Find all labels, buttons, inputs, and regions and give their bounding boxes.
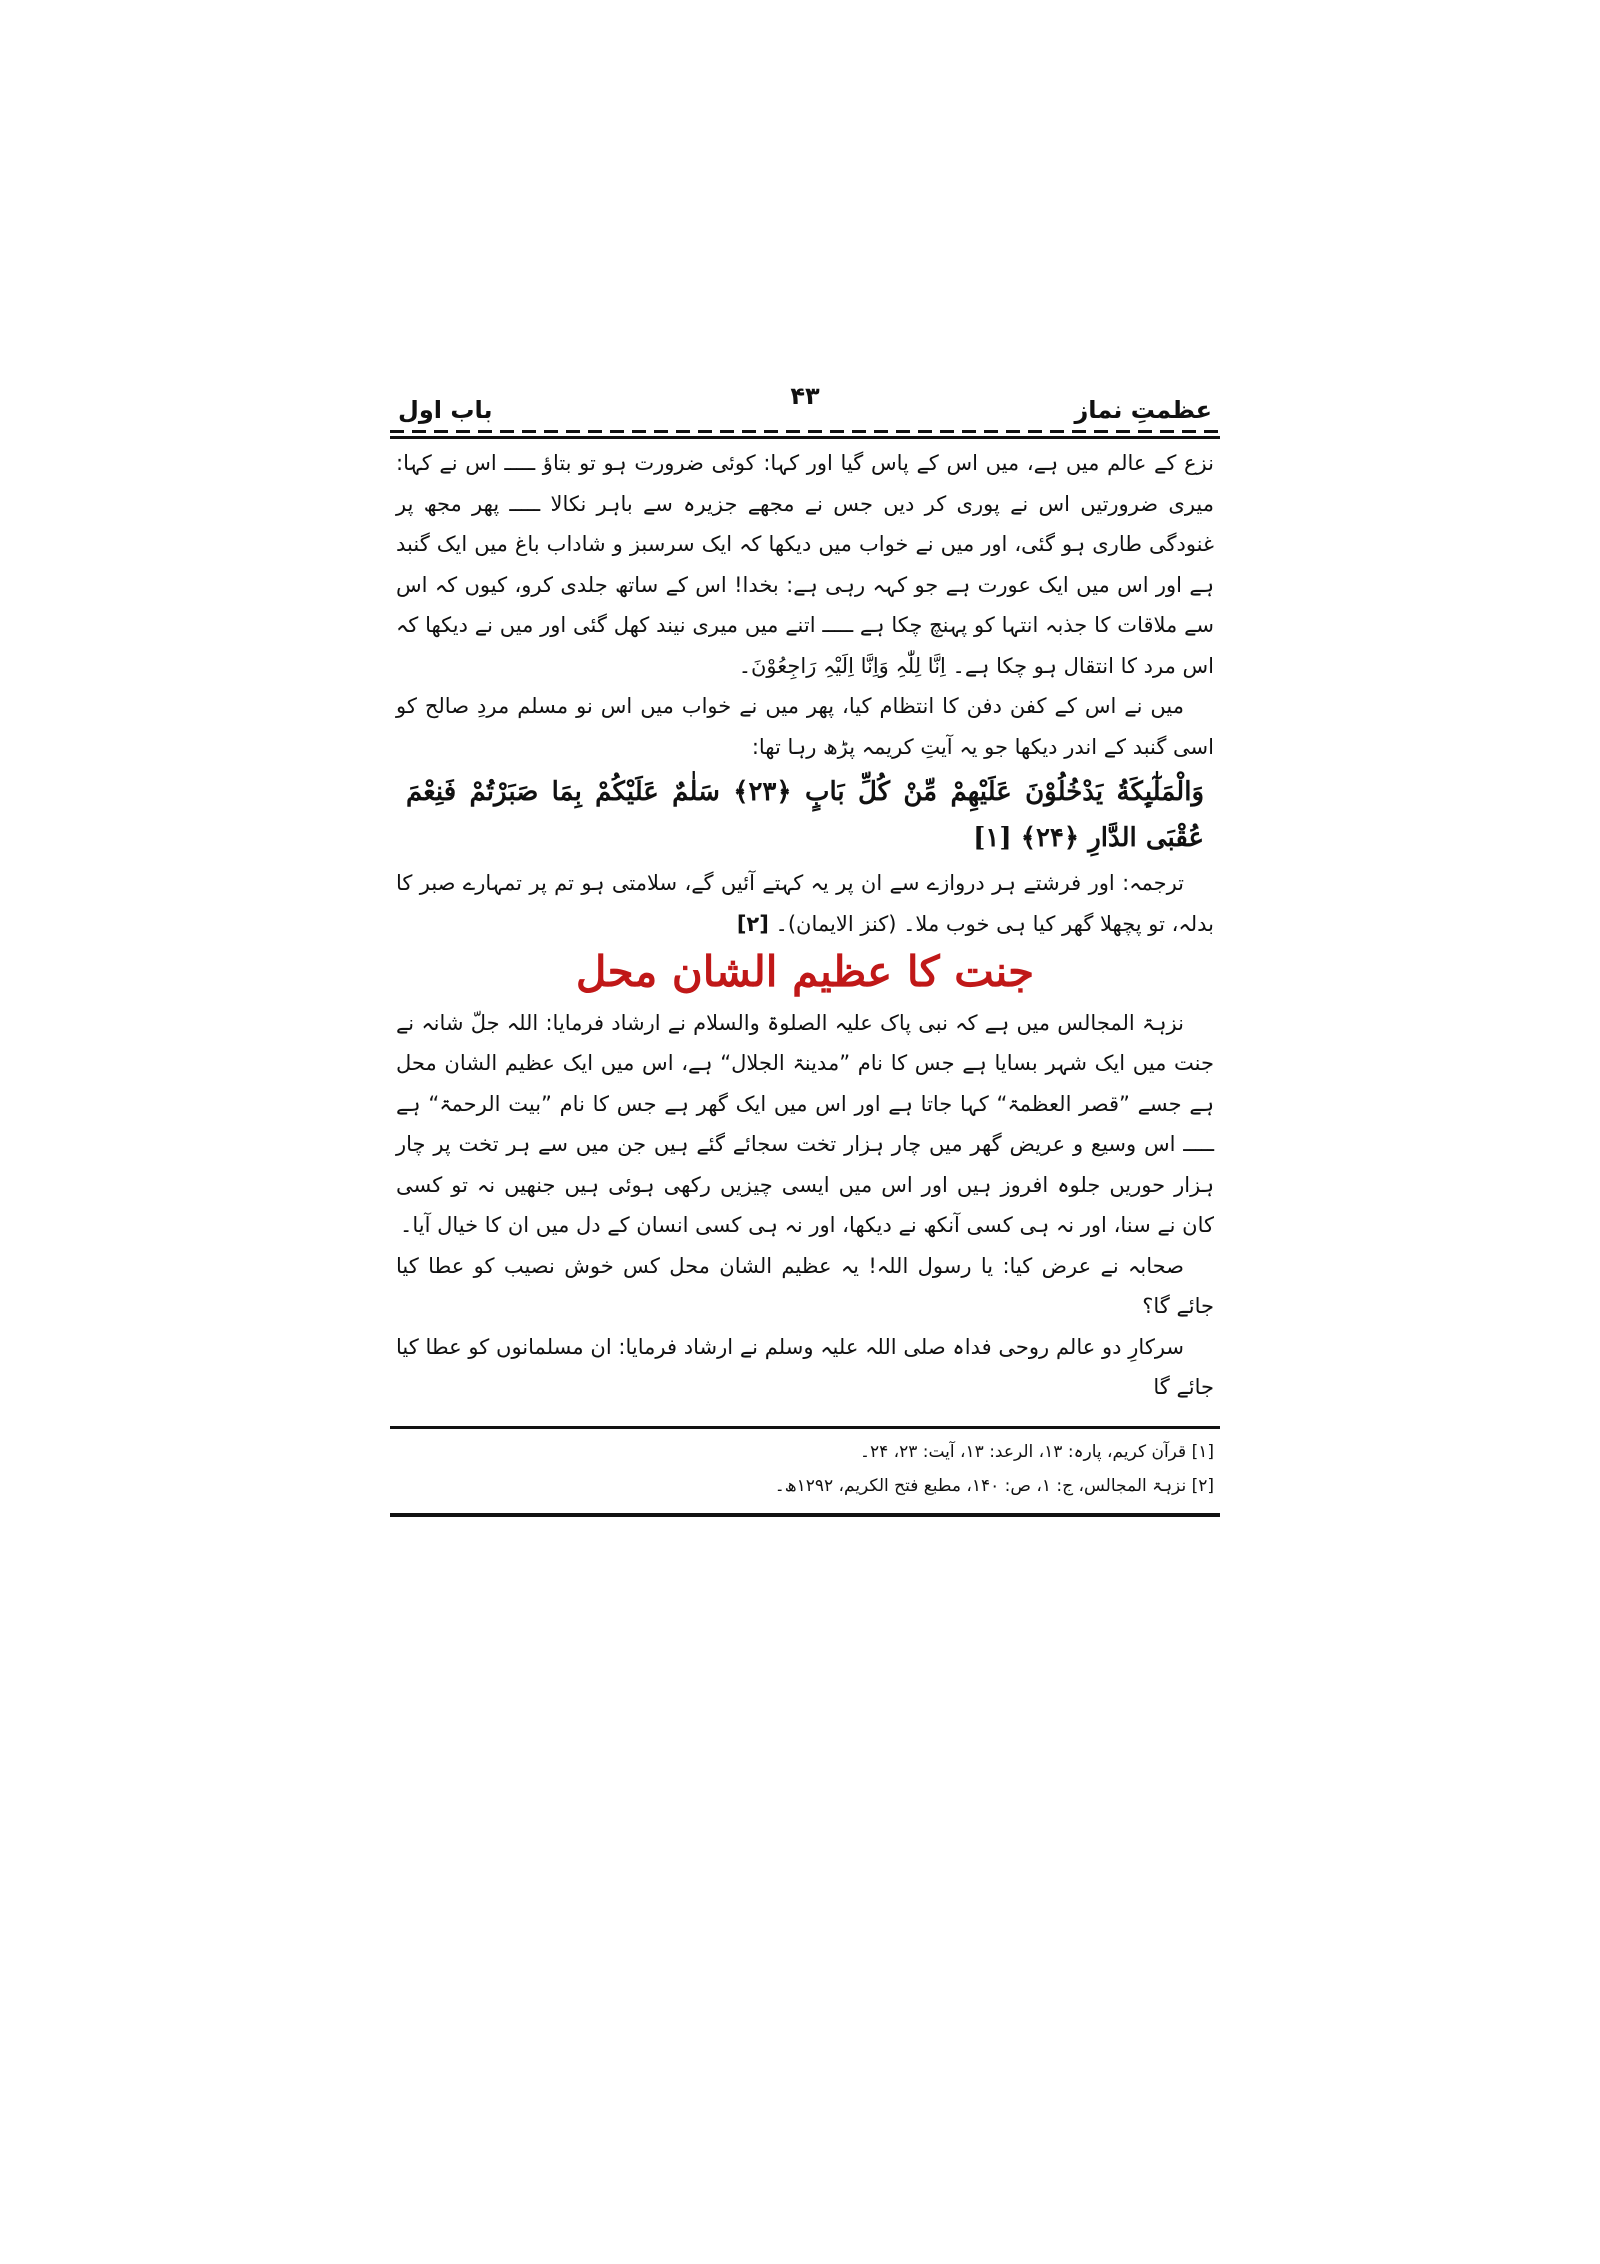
quran-verse [396,767,1214,863]
footnotes [390,1429,1220,1503]
paragraph: صحابہ نے عرض کیا: یا رسول اللہ! یہ عظیم الشان محل کس خوش نصیب کو عطا کیا جائے گا؟ [396,1253,1214,1318]
paragraph: میں نے اس کے کفن دفن کا انتظام کیا، پھر میں نے خواب میں اس نو مسلم مردِ صالح کو اسی گنبد کے اندر دیکھا جو یہ آیتِ کریمہ پڑھ رہا تھا: [396,694,1214,759]
bottom-rule [390,1513,1220,1517]
main-text [390,439,1220,1408]
footnote-ref: [۲] [736,911,769,936]
page-number: ۴۳ [790,382,820,410]
translation-text: ترجمہ: اور فرشتے ہر دروازے سے ان پر یہ کہتے آئیں گے، سلامتی ہو تم پر تمہارے صبر کا بدلہ، تو پچھلا گھر کیا ہی خوب ملا۔ (کنز الایمان)۔ [396,871,1214,936]
header-dashed-rule [390,430,1220,433]
paragraph: نزہۃ المجالس میں ہے کہ نبی پاک علیہ الصلوۃ والسلام نے ارشاد فرمایا: اللہ جلّ شانہ نے جنت میں ایک شہر بسایا ہے جس کا نام ”مدینۃ الجلال“ ہے، اس میں ایک عظیم الشان محل ہے جسے ”قصر العظمۃ“ کہا جاتا ہے اور اس میں ایک گھر ہے جس کا نام ”بیت الرحمۃ“ ہے ـــــ اس وسیع و عریض گھر میں چار ہزار تخت سجائے گئے ہیں جن میں سے ہر تخت پر چار ہزار حوریں جلوہ افروز ہیں اور اس میں ایسی چیزیں رکھی ہوئی ہیں جنھیں نہ تو کسی کان نے سنا، اور نہ ہی کسی آنکھ نے دیکھا، اور نہ ہی کسی انسان کے دل میں ان کا خیال آیا۔ [396,1010,1214,1237]
book-title: عظمتِ نماز [1074,396,1212,424]
verse-text: وَالْمَلٰٓىِٕكَةُ يَدْخُلُوْنَ عَلَيْهِمْ مِّنْ كُلِّ بَابٍ ﴿۲۳﴾ سَلٰمٌ عَلَيْكُمْ بِمَا صَبَرْتُمْ فَنِعْمَ عُقْبَى الدَّارِ ﴿۲۴﴾ [406,777,1204,853]
chapter-label: باب اول [398,396,493,424]
paragraph: نزع کے عالم میں ہے، میں اس کے پاس گیا اور کہا: کوئی ضرورت ہو تو بتاؤ ـــــ اس نے کہا: میری ضرورتیں اس نے پوری کر دیں جس نے مجھے جزیرہ سے باہر نکالا ـــــ پھر مجھ پر غنودگی طاری ہو گئی، اور میں نے خواب میں دیکھا کہ ایک سرسبز و شاداب باغ میں ایک گنبد ہے اور اس میں ایک عورت ہے جو کہہ رہی ہے: بخدا! اس کے ساتھ جلدی کرو، کیوں کہ اس سے ملاقات کا جذبہ انتہا کو پہنچ چکا ہے ـــــ اتنے میں میری نیند کھل گئی اور میں نے دیکھا کہ اس مرد کا انتقال ہو چکا ہے۔ اِنَّا لِلّٰہِ وَاِنَّا اِلَیْہِ رَاجِعُوْنَ۔ [396,451,1214,678]
translation [396,863,1214,944]
section-heading: جنت کا عظیم الشان محل [575,947,1035,996]
footnote-ref: [۱] [973,823,1012,853]
running-header [390,380,1220,424]
paragraph: سرکارِ دو عالم روحی فداہ صلی اللہ علیہ وسلم نے ارشاد فرمایا: ان مسلمانوں کو عطا کیا جائے گا [396,1334,1214,1399]
footnote: [۱] قرآن کریم، پارہ: ۱۳، الرعد: ۱۳، آیت: ۲۳، ۲۴۔ [859,1441,1214,1462]
book-page [390,380,1220,1496]
footnote: [۲] نزہۃ المجالس، ج: ۱، ص: ۱۴۰، مطبع فتح الکریم، ۱۲۹۲ھ۔ [774,1475,1214,1496]
